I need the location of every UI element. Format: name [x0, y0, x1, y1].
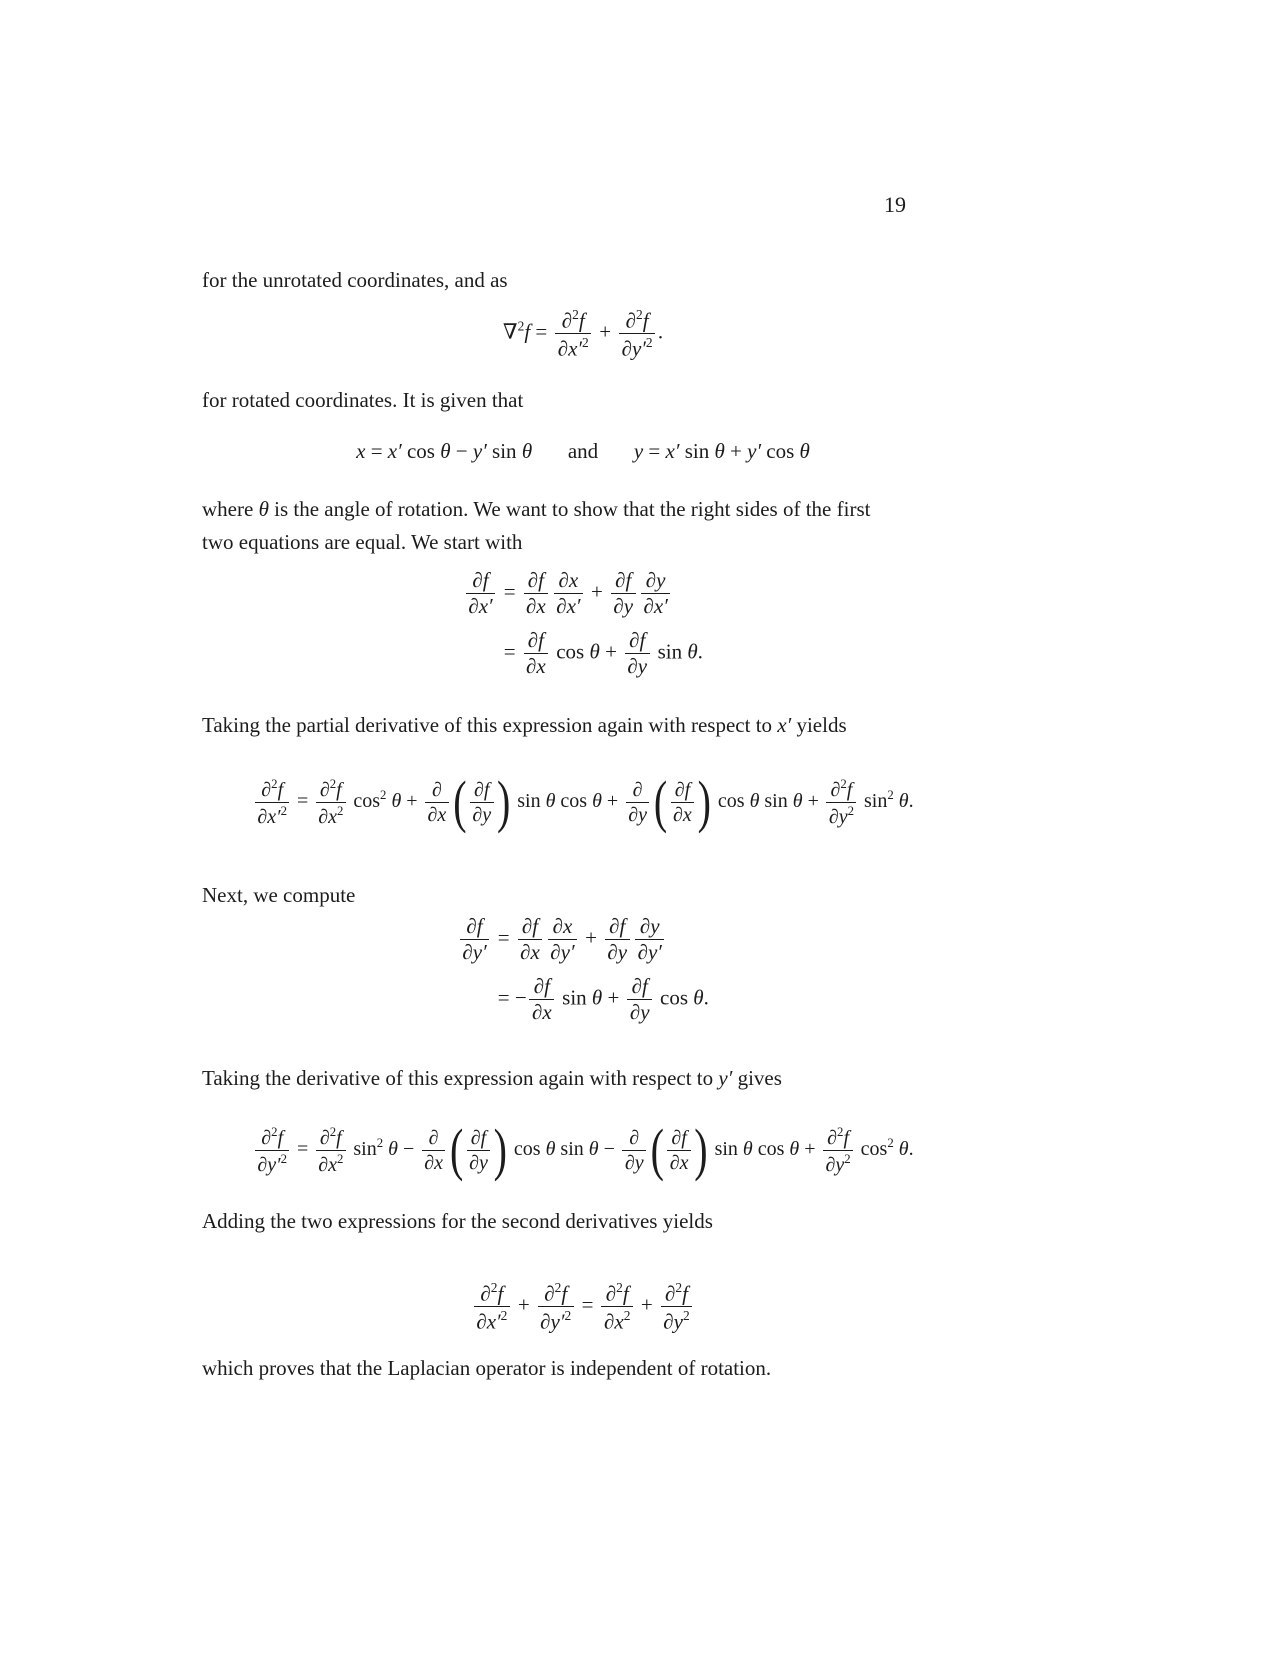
paragraph-derivative-y: Taking the derivative of this expression again with respect to y′ gives	[202, 1066, 782, 1090]
page-number: 19	[884, 192, 906, 217]
equation-laplacian-rotated: ∇$^2$f = $\frac{\partial^2f}{\partial x'^2}$ + $\frac{\partial^2f}{\partial y'^2}$ .	[502, 307, 664, 361]
paragraph-next-we-compute: Next, we compute	[202, 883, 356, 907]
equation-second-derivative-x: $\frac{\partial^2f}{\partial x'^2}$ = $\frac{\partial^2f}{\partial x^2}$ $\cos^2 \theta$ + $\frac{\partial}{\partial x}$ ( $\frac{\partial f}{\partial y}$ ) sin θ cos θ + $\frac{\partial}{\partial y}$ ( $\frac{\partial f}{\partial x}$ ) cos θ sin θ + $\frac{\partial^2f}{\partial y^2}$ $\sin^2 \theta$.	[202, 778, 964, 827]
paragraph-we-start-with: two equations are equal. We start with	[202, 530, 523, 554]
equation-coordinate-transform: x = x′ cos θ − y′ sin θ and y = x′ sin θ + y′ cos θ	[356, 439, 810, 463]
paragraph-conclusion: which proves that the Laplacian operator is independent of rotation.	[202, 1356, 772, 1380]
paragraph-rotated-coordinates: for rotated coordinates. It is given that	[202, 388, 524, 412]
paragraph-angle-of-rotation: where θ is the angle of rotation. We want to show that the right sides of the first	[202, 497, 871, 521]
equation-chain-rule-x: $\frac{\partial f}{\partial x'}$ = $\frac{\partial f}{\partial x}$ $\frac{\partial x}{\partial x'}$ + $\frac{\partial f}{\partial y}$ $\frac{\partial y}{\partial x'}$ = $\frac{\partial f}{\partial x}$ cos θ + $\frac{\partial f}{\partial y}$ sin θ.	[202, 570, 964, 677]
equation-laplacian-equality: $\frac{\partial^2f}{\partial x'^2}$ + $\frac{\partial^2f}{\partial y'^2}$ = $\frac{\partial^2f}{\partial x^2}$ + $\frac{\partial^2f}{\partial y^2}$	[202, 1281, 964, 1333]
paragraph-partial-derivative-x: Taking the partial derivative of this expression again with respect to x′ yields	[202, 713, 847, 737]
equation-second-derivative-y: $\frac{\partial^2f}{\partial y'^2}$ = $\frac{\partial^2f}{\partial x^2}$ $\sin^2 \theta$ − $\frac{\partial}{\partial x}$ ( $\frac{\partial f}{\partial y}$ ) cos θ sin θ − $\frac{\partial}{\partial y}$ ( $\frac{\partial f}{\partial x}$ ) sin θ cos θ + $\frac{\partial^2f}{\partial y^2}$ $\cos^2 \theta$.	[202, 1126, 964, 1175]
paragraph-adding-expressions: Adding the two expressions for the second derivatives yields	[202, 1209, 713, 1233]
paragraph-unrotated-coordinates: for the unrotated coordinates, and as	[202, 268, 508, 292]
equation-chain-rule-y: $\frac{\partial f}{\partial y'}$ = $\frac{\partial f}{\partial x}$ $\frac{\partial x}{\partial y'}$ + $\frac{\partial f}{\partial y}$ $\frac{\partial y}{\partial y'}$ = − $\frac{\partial f}{\partial x}$ sin θ + $\frac{\partial f}{\partial y}$ cos θ.	[202, 916, 964, 1023]
